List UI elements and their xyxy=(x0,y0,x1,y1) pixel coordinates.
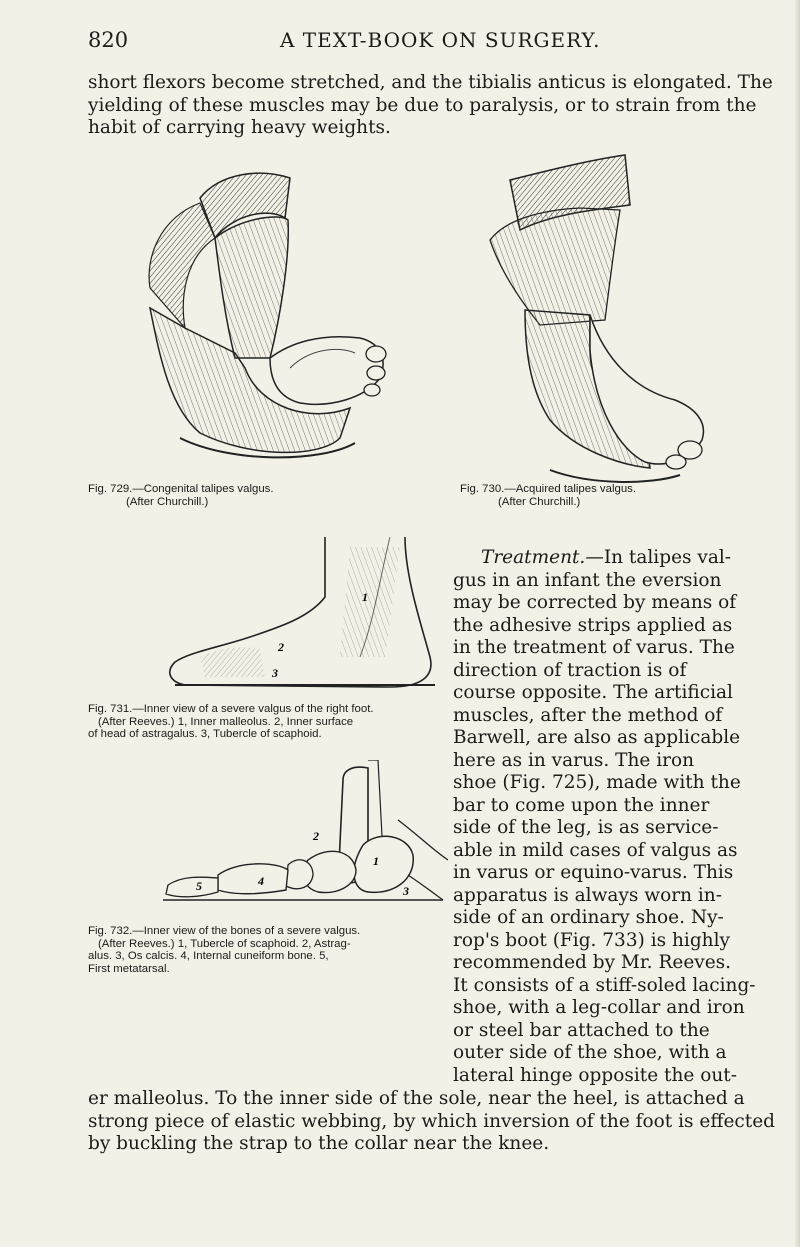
treatment-paragraph xyxy=(453,547,756,1087)
intro-line: yielding of these muscles may be due to paralysis, or to strain from the xyxy=(88,94,757,116)
treatment-line: the adhesive strips applied as xyxy=(453,614,733,636)
intro-line: habit of carrying heavy weights. xyxy=(88,117,391,138)
figure-732-label-3: 3 xyxy=(403,884,409,898)
figure-731-caption xyxy=(88,703,374,741)
caption-line: (After Reeves.) 1, Inner malleolus. 2, Inner surface xyxy=(98,715,354,728)
figure-732-label-4: 4 xyxy=(258,874,264,888)
figure-731-label-2: 2 xyxy=(278,640,284,654)
closing-line: er malleolus. To the inner side of the sole, near the heel, is attached a xyxy=(88,1088,745,1109)
treatment-line: rop's boot (Fig. 733) is highly xyxy=(453,929,730,951)
intro-paragraph xyxy=(88,72,773,140)
caption-line: (After Churchill.) xyxy=(498,495,581,508)
treatment-first-line xyxy=(453,547,756,570)
figure-732-label-1: 1 xyxy=(373,854,379,868)
treatment-line: It consists of a stiff-soled lacing- xyxy=(453,974,756,996)
treatment-line: able in mild cases of valgus as xyxy=(453,839,738,861)
treatment-line: may be corrected by means of xyxy=(453,592,737,613)
page-number: 820 xyxy=(88,28,129,52)
treatment-line: lateral hinge opposite the out- xyxy=(453,1064,737,1086)
treatment-heading: Treatment. xyxy=(481,547,586,568)
caption-line: alus. 3, Os calcis. 4, Internal cuneiform bone. 5, xyxy=(88,950,329,963)
caption-line: of head of astragalus. 3, Tubercle of scaphoid. xyxy=(88,728,322,741)
figure-731-label-3: 3 xyxy=(272,666,278,680)
treatment-line: Barwell, are also as applicable xyxy=(453,727,741,748)
figure-730-caption xyxy=(460,483,636,508)
caption-line: (After Reeves.) 1, Tubercle of scaphoid. 2, Astrag- xyxy=(98,937,351,950)
treatment-line: gus in an infant the eversion xyxy=(453,569,722,591)
caption-line: First metatarsal. xyxy=(88,962,170,975)
closing-line: strong piece of elastic webbing, by which inversion of the foot is effected xyxy=(88,1110,776,1132)
figure-729-caption xyxy=(88,483,274,508)
treatment-line: shoe (Fig. 725), made with the xyxy=(453,772,741,793)
treatment-line: outer side of the shoe, with a xyxy=(453,1042,727,1063)
caption-line: Fig. 730.—Acquired talipes valgus. xyxy=(460,483,637,495)
treatment-line: in varus or equino-varus. This xyxy=(453,862,734,883)
page-header xyxy=(0,28,800,62)
treatment-line: or steel bar attached to the xyxy=(453,1019,710,1041)
caption-line: (After Churchill.) xyxy=(126,495,209,508)
intro-line: short flexors become stretched, and the tibialis anticus is elongated. The xyxy=(88,72,773,93)
treatment-line: here as in varus. The iron xyxy=(453,749,695,771)
figure-732-label-2: 2 xyxy=(313,829,319,843)
treatment-first-line-rest: —In talipes val- xyxy=(585,547,732,568)
treatment-line: in the treatment of varus. The xyxy=(453,637,735,658)
figure-731-label-1: 1 xyxy=(362,590,368,604)
treatment-line: bar to come upon the inner xyxy=(453,794,710,816)
caption-line: Fig. 732.—Inner view of the bones of a severe valgus. xyxy=(88,925,361,937)
treatment-line: recommended by Mr. Reeves. xyxy=(453,952,732,973)
caption-line: Fig. 729.—Congenital talipes valgus. xyxy=(88,483,274,495)
treatment-line: direction of traction is of xyxy=(453,659,687,681)
figure-732-label-5: 5 xyxy=(196,879,202,893)
treatment-line: side of an ordinary shoe. Ny- xyxy=(453,907,724,928)
treatment-line: muscles, after the method of xyxy=(453,704,723,726)
figure-732-caption xyxy=(88,925,360,975)
running-title: A TEXT-BOOK ON SURGERY. xyxy=(280,28,601,52)
closing-paragraph xyxy=(88,1088,775,1156)
treatment-line: course opposite. The artificial xyxy=(453,682,733,703)
treatment-line: shoe, with a leg-collar and iron xyxy=(453,997,745,1018)
closing-line: by buckling the strap to the collar near the knee. xyxy=(88,1133,550,1154)
figure-729-illustration xyxy=(140,158,400,478)
caption-line: Fig. 731.—Inner view of a severe valgus of the right foot. xyxy=(88,703,374,715)
figure-730-illustration xyxy=(480,150,720,485)
figure-731-illustration xyxy=(160,537,450,697)
treatment-line: apparatus is always worn in- xyxy=(453,884,722,906)
page-edge xyxy=(794,0,800,1247)
treatment-line: side of the leg, is as service- xyxy=(453,817,719,838)
figure-732-illustration xyxy=(158,760,448,925)
